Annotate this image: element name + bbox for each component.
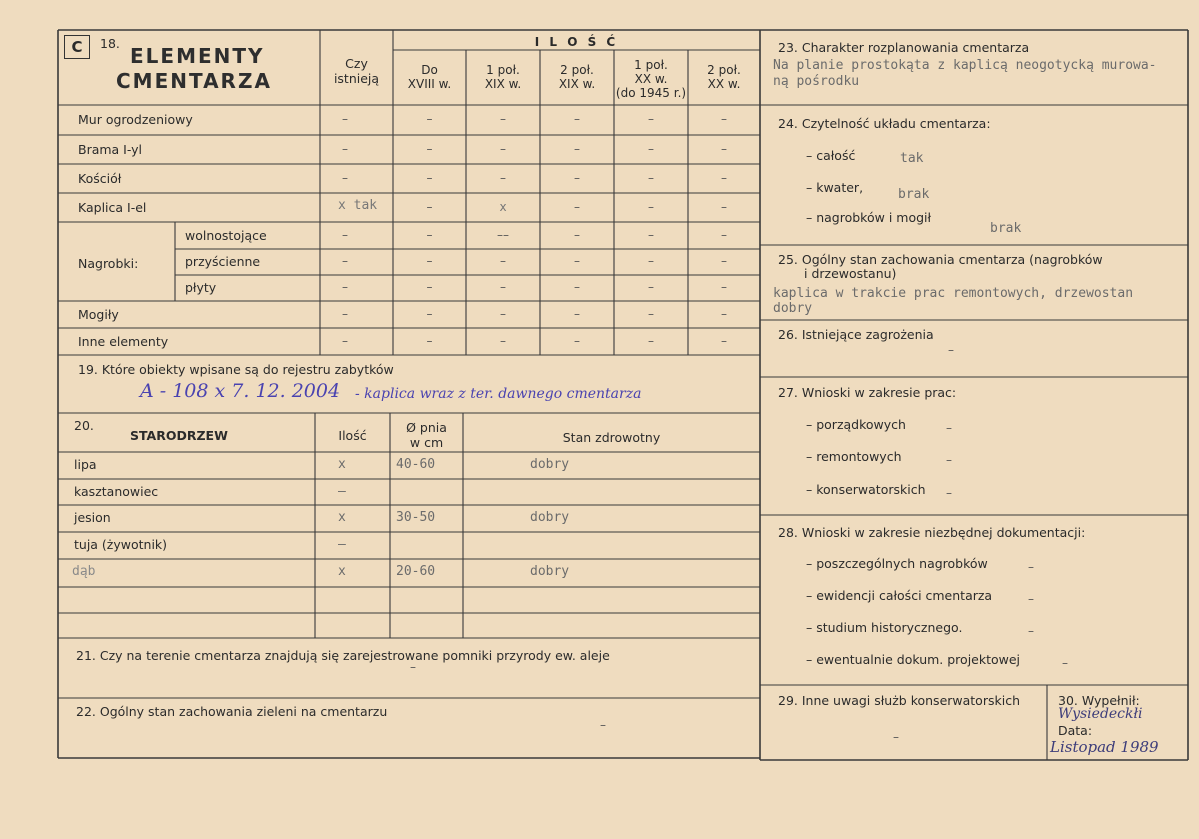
- tree-trunk-diameter: 30-50: [396, 510, 436, 525]
- element-row-value: –: [721, 333, 727, 348]
- period-header-line2: XIX w.: [484, 77, 522, 91]
- period-header-line3: (do 1945 r.): [615, 86, 687, 100]
- works-item-value: –: [946, 421, 952, 435]
- element-row-value: –: [721, 170, 727, 185]
- element-row-value: –: [721, 306, 727, 321]
- element-row-czy: –: [342, 170, 348, 185]
- section-25-label-2: i drzewostanu): [804, 266, 897, 281]
- element-row-value: –: [426, 170, 433, 185]
- date-value: Listopad 1989: [1050, 738, 1159, 756]
- element-row-czy: –: [342, 112, 348, 126]
- section-25-label-1: 25. Ogólny stan zachowania cmentarza (nagrobków: [778, 252, 1103, 267]
- tree-trunk-diameter: 40-60: [396, 457, 436, 472]
- period-header-line1: 2 poł.: [560, 63, 594, 77]
- element-row-value: –: [721, 254, 727, 268]
- element-row-label: Inne elementy: [78, 333, 169, 349]
- element-row-value: –: [721, 227, 727, 242]
- works-item-value: –: [946, 453, 952, 467]
- element-row-czy: –: [342, 333, 348, 348]
- section-18-number: 18.: [100, 36, 120, 51]
- register-note: - kaplica wraz z ter. dawnego cmentarza: [355, 386, 642, 402]
- element-row-value: –: [500, 112, 506, 126]
- element-row-value: –: [574, 227, 580, 242]
- section-24-label: 24. Czytelność układu cmentarza:: [778, 116, 991, 131]
- nagrobki-label: Nagrobki:: [78, 256, 139, 271]
- element-row-value: –: [648, 306, 654, 321]
- section-letter-box: C: [64, 35, 90, 59]
- works-item-value: –: [946, 486, 952, 500]
- tree-count: x: [338, 564, 346, 579]
- section-23-label: 23. Charakter rozplanowania cmentarza: [778, 40, 1030, 55]
- documentation-item-value: –: [1028, 624, 1034, 638]
- section-23-value-2: ną pośrodku: [773, 74, 860, 89]
- col-stan-header: Stan zdrowotny: [562, 430, 661, 445]
- element-row-value: x: [499, 199, 507, 214]
- period-header-line1: 1 poł.: [486, 63, 520, 77]
- element-row-value: –: [574, 141, 580, 156]
- signature: Wysiedeckłi: [1058, 706, 1143, 722]
- element-row-value: –: [648, 199, 654, 214]
- header-ilosc: I L O Ś Ć: [534, 35, 619, 49]
- section-21-value: –: [410, 660, 416, 674]
- element-row-value: –: [574, 254, 580, 268]
- element-row-value: –: [574, 199, 580, 214]
- element-row-value: ––: [497, 227, 509, 242]
- layout-readability-value: brak: [990, 221, 1022, 236]
- period-header-line2: XIX w.: [558, 77, 596, 91]
- section-19-label: 19. Które obiekty wpisane są do rejestru zabytków: [78, 362, 394, 377]
- period-header-line2: XVIII w.: [407, 77, 452, 91]
- period-header-line1: 2 poł.: [707, 63, 741, 77]
- element-row-value: –: [648, 280, 654, 294]
- element-row-value: –: [648, 227, 654, 242]
- element-row-czy: –: [342, 254, 348, 268]
- works-item: – porządkowych: [806, 417, 906, 432]
- section-21-label: 21. Czy na terenie cmentarza znajdują się zarejestrowane pomniki przyrody ew. aleje: [76, 648, 610, 663]
- element-row-value: –: [648, 141, 654, 156]
- element-row-value: –: [426, 141, 433, 156]
- period-header-line2: XX w.: [634, 72, 668, 86]
- col-ilosc-header: Ilość: [338, 428, 367, 443]
- section-26-value: –: [948, 343, 954, 357]
- section-22-label: 22. Ogólny stan zachowania zieleni na cmentarzu: [76, 704, 388, 719]
- element-row-value: –: [721, 199, 727, 214]
- element-row-value: –: [426, 199, 433, 214]
- element-row-label: Brama I-yl: [78, 141, 143, 157]
- element-row-value: –: [426, 227, 433, 242]
- element-row-label: Kościół: [78, 170, 122, 186]
- tree-count: –: [338, 484, 346, 499]
- header-czy-line1: Czy: [345, 56, 368, 71]
- section-25-value-2: dobry: [773, 301, 813, 316]
- element-row-value: –: [500, 280, 506, 294]
- tree-count: x: [338, 457, 346, 472]
- element-row-value: –: [648, 333, 654, 348]
- element-row-value: –: [426, 254, 433, 268]
- period-header-line2: XX w.: [707, 77, 741, 91]
- documentation-item: – poszczególnych nagrobków: [806, 556, 988, 571]
- period-header-line1: 1 poł.: [634, 58, 668, 72]
- documentation-item-value: –: [1028, 592, 1034, 606]
- tree-count: –: [338, 537, 346, 552]
- element-row-label: przyścienne: [185, 254, 261, 269]
- element-row-value: –: [426, 280, 433, 294]
- register-entry: A - 108 x 7. 12. 2004: [140, 380, 341, 402]
- starodrzew-title: STARODRZEW: [130, 428, 228, 443]
- element-row-value: –: [500, 333, 506, 348]
- date-label: Data:: [1058, 723, 1093, 738]
- element-row-value: –: [426, 333, 433, 348]
- element-row-label: płyty: [185, 280, 217, 295]
- tree-name: tuja (żywotnik): [74, 537, 168, 552]
- layout-readability-item: – kwater,: [806, 180, 864, 195]
- tree-health: dobry: [530, 510, 570, 525]
- works-item: – konserwatorskich: [806, 482, 926, 497]
- element-row-value: –: [426, 112, 433, 126]
- layout-readability-value: tak: [900, 151, 924, 166]
- section-18-title-line2: CMENTARZA: [116, 69, 272, 93]
- element-row-label: Mogiły: [78, 306, 119, 322]
- section-26-label: 26. Istniejące zagrożenia: [778, 327, 934, 342]
- documentation-item-value: –: [1028, 560, 1034, 574]
- element-row-czy: –: [342, 306, 348, 321]
- period-header-line1: Do: [421, 63, 438, 77]
- element-row-value: –: [648, 254, 654, 268]
- tree-health: dobry: [530, 564, 570, 579]
- element-row-value: –: [721, 280, 727, 294]
- section-22-value: –: [600, 718, 606, 732]
- col-pnia-header-1: Ø pnia: [406, 420, 447, 435]
- works-item: – remontowych: [806, 449, 902, 464]
- element-row-value: –: [721, 141, 727, 156]
- element-row-value: –: [500, 254, 506, 268]
- element-row-value: –: [574, 280, 580, 294]
- element-row-value: –: [500, 306, 506, 321]
- section-29-label: 29. Inne uwagi służb konserwatorskich: [778, 693, 1020, 708]
- element-row-label: Kaplica I-el: [78, 199, 147, 215]
- section-27-label: 27. Wnioski w zakresie prac:: [778, 385, 957, 400]
- section-18-title-line1: ELEMENTY: [130, 44, 265, 68]
- element-row-czy: –: [342, 280, 348, 294]
- section-25-value-1: kaplica w trakcie prac remontowych, drzewostan: [773, 286, 1134, 301]
- element-row-value: –: [426, 306, 433, 321]
- documentation-item: – studium historycznego.: [806, 620, 963, 635]
- element-row-value: –: [648, 170, 654, 185]
- documentation-item-value: –: [1062, 656, 1068, 670]
- element-row-label: Mur ogrodzeniowy: [78, 112, 193, 127]
- element-row-czy: x tak: [338, 197, 378, 213]
- element-row-value: –: [648, 112, 654, 126]
- element-row-value: –: [721, 112, 727, 126]
- section-29-value: –: [893, 730, 899, 744]
- tree-health: dobry: [530, 457, 570, 472]
- header-czy-line2: istnieją: [333, 71, 380, 86]
- tree-count: x: [338, 510, 346, 525]
- col-pnia-header-2: w cm: [409, 435, 444, 450]
- layout-readability-value: brak: [898, 187, 930, 202]
- element-row-value: –: [574, 333, 580, 348]
- tree-name: jesion: [74, 510, 111, 525]
- section-20-number: 20.: [74, 418, 94, 433]
- tree-name: dąb: [72, 564, 96, 579]
- element-row-value: –: [574, 170, 580, 185]
- section-28-label: 28. Wnioski w zakresie niezbędnej dokumentacji:: [778, 525, 1086, 540]
- section-30-label: 30. Wypełnił:: [1058, 693, 1140, 708]
- element-row-value: –: [500, 141, 506, 156]
- element-row-value: –: [574, 112, 580, 126]
- element-row-label: wolnostojące: [185, 227, 267, 243]
- element-row-value: –: [574, 306, 580, 321]
- section-23-value-1: Na planie prostokąta z kaplicą neogotycką murowa-: [773, 58, 1157, 73]
- element-row-value: –: [500, 170, 506, 185]
- element-row-czy: –: [342, 141, 348, 156]
- tree-trunk-diameter: 20-60: [396, 564, 436, 579]
- layout-readability-item: – całość: [806, 148, 856, 163]
- tree-name: kasztanowiec: [74, 484, 159, 499]
- layout-readability-item: – nagrobków i mogił: [806, 210, 932, 225]
- tree-name: lipa: [74, 457, 97, 472]
- element-row-czy: –: [342, 227, 348, 242]
- documentation-item: – ewidencji całości cmentarza: [806, 588, 993, 603]
- documentation-item: – ewentualnie dokum. projektowej: [806, 652, 1021, 667]
